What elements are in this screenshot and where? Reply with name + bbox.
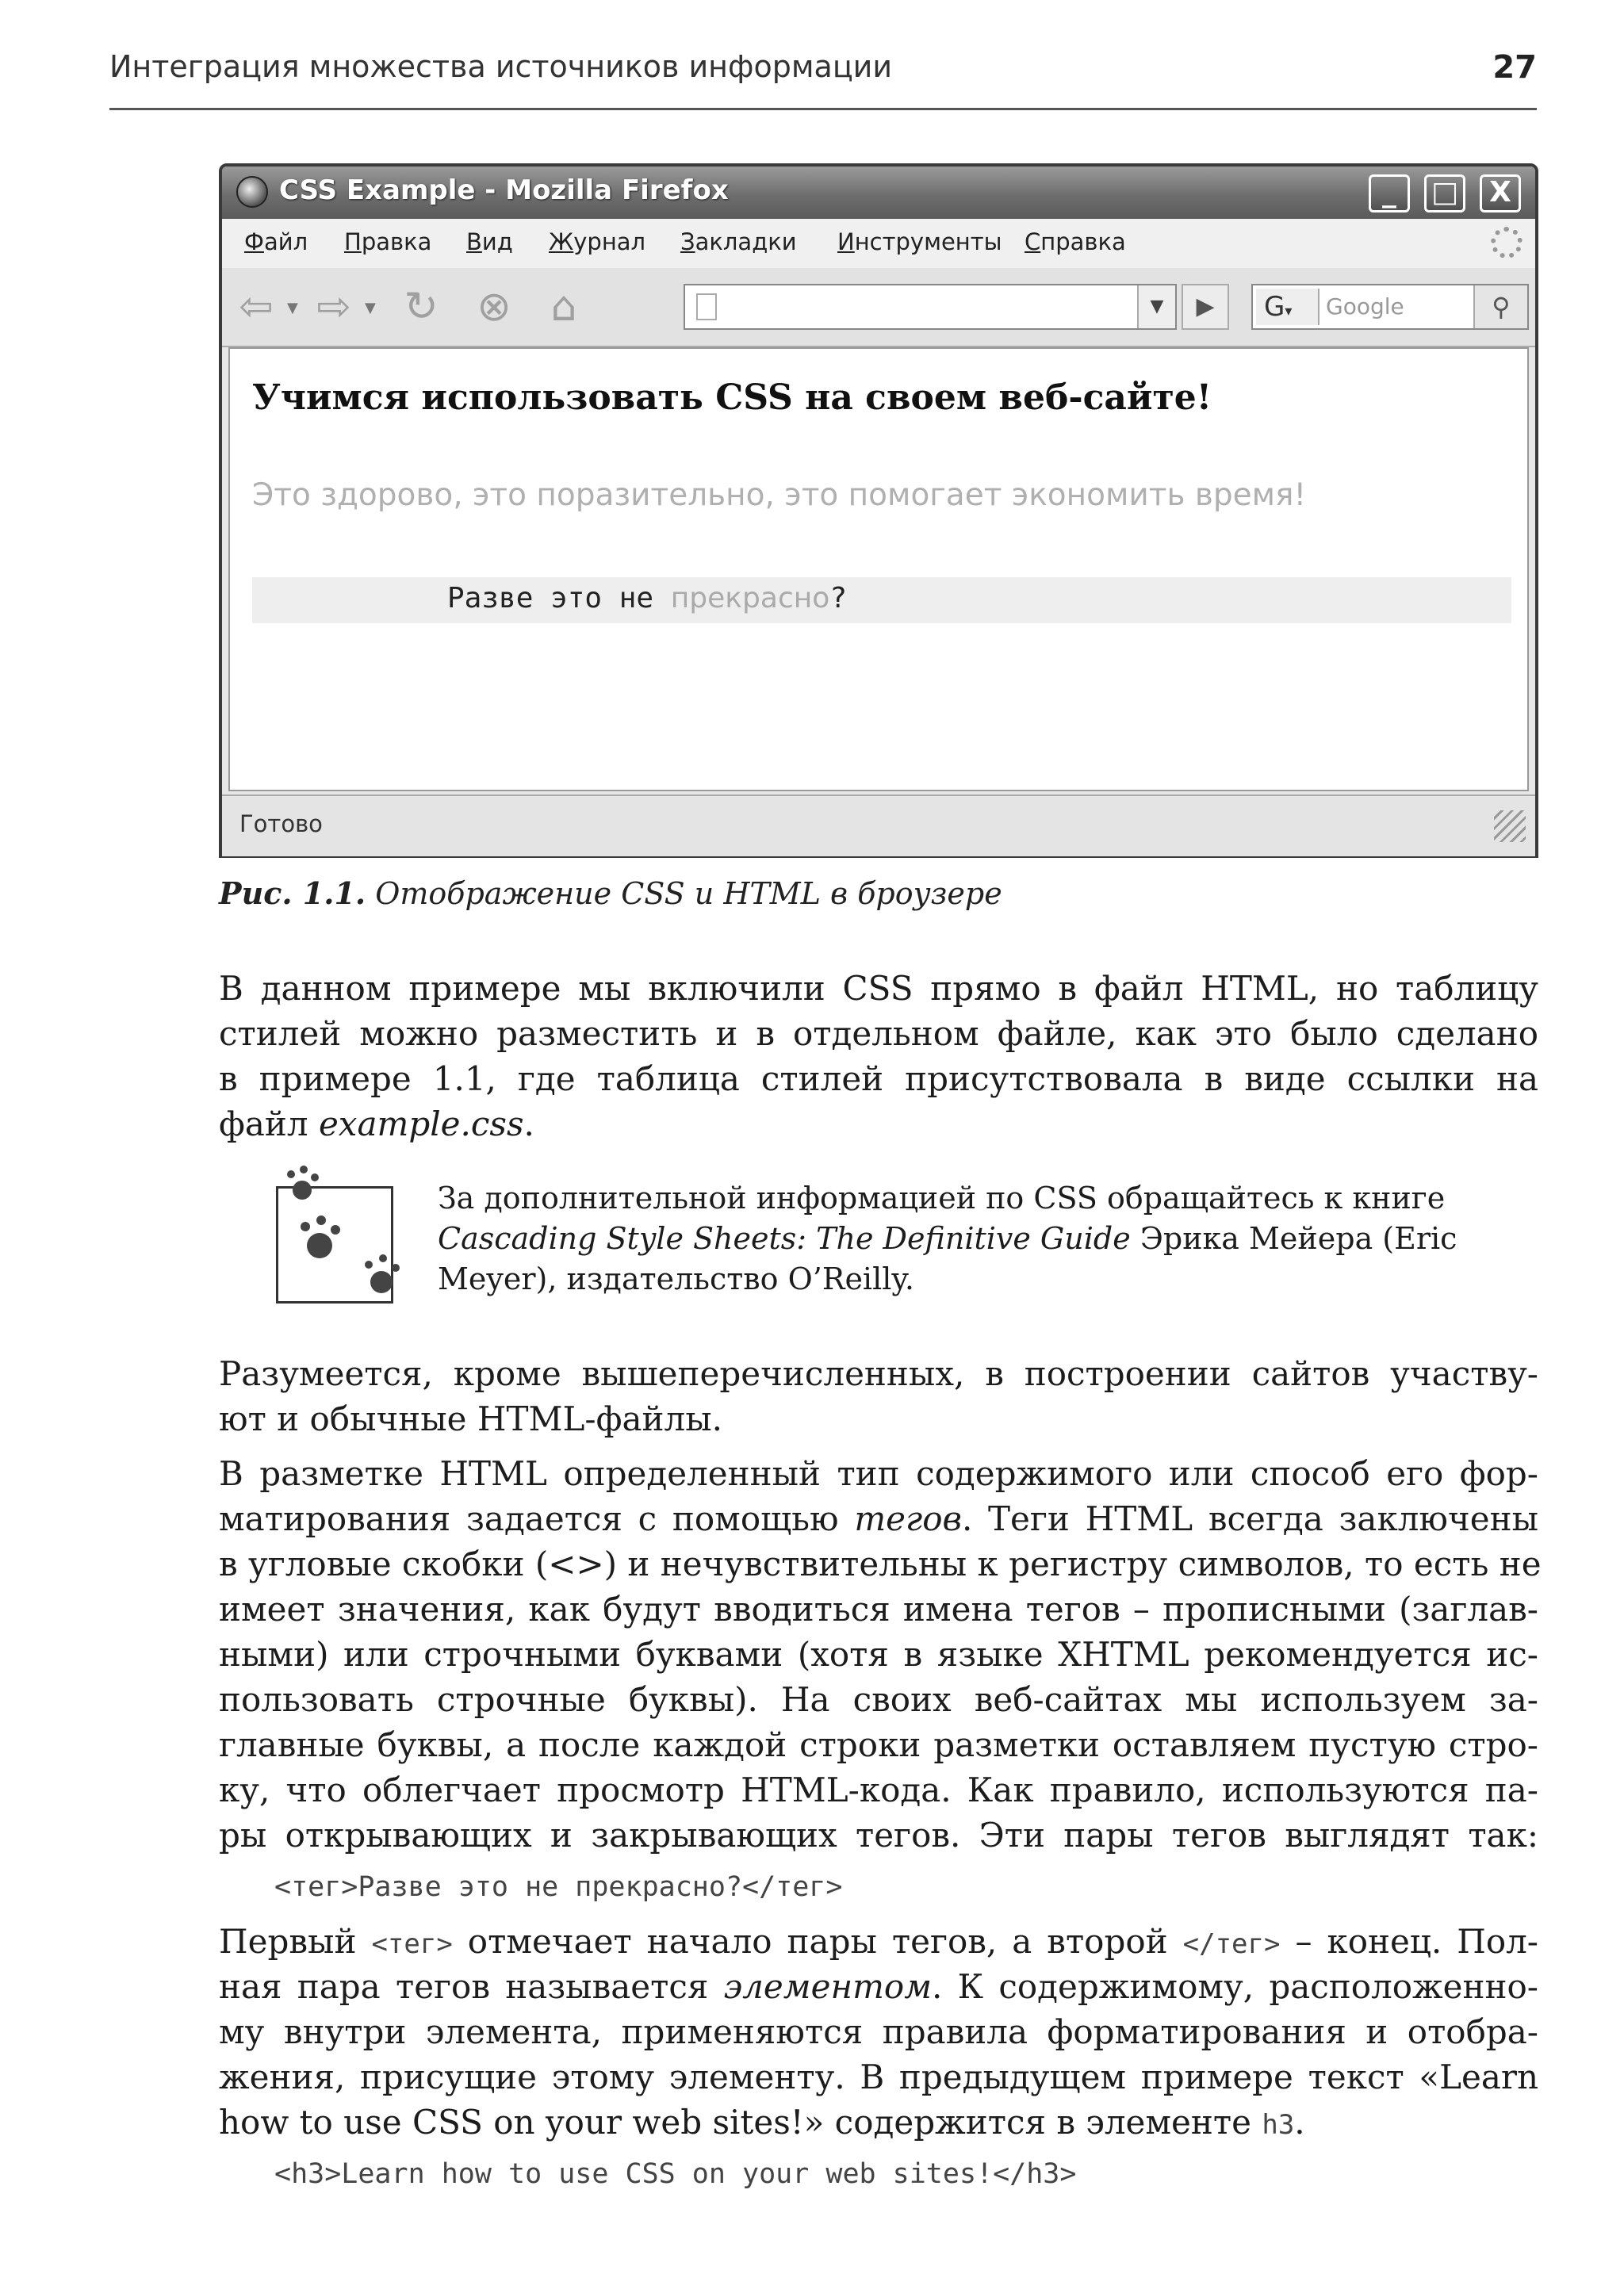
menu-help[interactable]: Справка	[1025, 228, 1126, 255]
home-icon[interactable]: ⌂	[550, 283, 577, 331]
page-icon	[696, 293, 717, 320]
search-magnifier-icon[interactable]: ⚲	[1473, 285, 1527, 328]
resize-grip-icon[interactable]	[1494, 810, 1526, 842]
back-arrow-icon[interactable]: ⇦	[239, 283, 274, 331]
go-button[interactable]: ▶	[1182, 284, 1229, 330]
paragraph-3	[219, 1451, 1542, 1858]
content-heading: Учимся использовать CSS на своем веб-сайте!	[252, 377, 1212, 418]
band-text: Разве это не прекрасно?	[447, 582, 848, 614]
text-line: ными) или строчными буквами (хотя в языке XHTML рекомендуется ис-	[219, 1635, 1538, 1674]
text-line: имеет значения, как будут вводиться имена тегов – прописными (заглав-	[219, 1590, 1538, 1629]
paragraph-2	[219, 1351, 1538, 1441]
minimize-button[interactable]: _	[1369, 174, 1410, 212]
note-line: За дополнительной информацией по CSS обращайтесь к книге	[438, 1181, 1446, 1215]
navigation-toolbar	[222, 268, 1535, 347]
text-line: в примере 1.1, где таблица стилей присутствовала в виде ссылки на	[219, 1059, 1538, 1098]
stop-icon[interactable]: ⊗	[477, 283, 511, 331]
paw-prints-icon	[262, 1157, 421, 1315]
text-line: ют и обычные HTML-файлы.	[219, 1399, 722, 1438]
forward-arrow-icon[interactable]: ⇨	[316, 283, 351, 331]
caption-label: Рис. 1.1.	[219, 875, 366, 911]
menu-history[interactable]: Журнал	[549, 228, 646, 255]
text-line: файл example.css.	[219, 1104, 534, 1143]
paragraph-1	[219, 966, 1538, 1147]
note-text	[438, 1178, 1540, 1300]
caption-text: Отображение CSS и HTML в броузере	[366, 876, 1002, 911]
browser-window-figure	[219, 163, 1538, 858]
text-line: жения, присущие этому элементу. В предыдущем примере текст «Learn	[219, 2058, 1538, 2096]
text-line: главные буквы, а после каждой строки разметки оставляем пустую стро-	[219, 1725, 1538, 1764]
forward-dropdown-icon[interactable]: ▼	[365, 300, 376, 316]
text-line: В данном примере мы включили CSS прямо в файл HTML, но таблицу	[219, 969, 1538, 1008]
text-line: Разумеется, кроме вышеперечисленных, в построении сайтов участву-	[219, 1354, 1538, 1393]
page-viewport	[228, 347, 1529, 791]
text-line: how to use CSS on your web sites!» содержится в элементе h3.	[219, 2103, 1305, 2142]
note-box-icon	[276, 1186, 393, 1304]
running-header	[109, 49, 1537, 94]
content-band	[252, 577, 1511, 623]
title-bar	[222, 167, 1535, 219]
content-paragraph: Это здорово, это поразительно, это помогает экономить время!	[252, 477, 1307, 513]
text-line: в угловые скобки (<>) и нечувствительны к регистру символов, то есть не	[219, 1545, 1542, 1583]
address-bar[interactable]	[684, 284, 1177, 330]
search-placeholder: Google	[1326, 293, 1404, 320]
code-sample-2: <h3>Learn how to use CSS on your web sites!</h3>	[274, 2158, 1077, 2190]
note-line: Cascading Style Sheets: The Definitive Guide Эрика Мейера (Eric	[438, 1221, 1457, 1256]
text-line: матирования задается с помощью тегов. Теги HTML всегда заключены	[219, 1499, 1538, 1538]
header-rule	[109, 108, 1537, 110]
address-dropdown-icon[interactable]: ▼	[1137, 285, 1175, 328]
menu-tools[interactable]: Инструменты	[837, 228, 1002, 255]
text-line: В разметке HTML определенный тип содержимого или способ его фор-	[219, 1454, 1538, 1493]
throbber-icon	[1491, 227, 1522, 258]
text-line: му внутри элемента, применяются правила форматирования и отобра-	[219, 2012, 1538, 2051]
maximize-button[interactable]: □	[1424, 174, 1465, 212]
figure-caption	[219, 875, 1002, 911]
back-dropdown-icon[interactable]: ▼	[287, 300, 298, 316]
menu-bookmarks[interactable]: Закладки	[680, 228, 797, 255]
search-box[interactable]	[1251, 284, 1529, 330]
window-title: CSS Example - Mozilla Firefox	[279, 174, 729, 206]
firefox-logo-icon	[236, 176, 268, 208]
menu-bar	[222, 219, 1535, 268]
band-highlight: прекрасно	[670, 582, 830, 614]
running-title: Интеграция множества источников информации	[109, 49, 893, 84]
note-line: Meyer), издательство O’Reilly.	[438, 1261, 914, 1296]
status-text: Готово	[239, 810, 323, 837]
paragraph-4	[219, 1919, 1538, 2145]
code-sample-1: <тег>Разве это не прекрасно?</тег>	[274, 1871, 843, 1903]
menu-file[interactable]: Файл	[244, 228, 308, 255]
text-line: ная пара тегов называется элементом. К содержимому, расположенно-	[219, 1967, 1538, 2006]
menu-view[interactable]: Вид	[466, 228, 513, 255]
text-line: пользовать строчные буквы). На своих веб-сайтах мы используем за-	[219, 1680, 1538, 1719]
text-line: Первый <тег> отмечает начало пары тегов, а второй </тег> – конец. Пол-	[219, 1922, 1538, 1961]
text-line: стилей можно разместить и в отдельном файле, как это было сделано	[219, 1014, 1538, 1053]
menu-edit[interactable]: Правка	[344, 228, 432, 255]
page-number: 27	[1492, 49, 1537, 86]
search-engine-label: G	[1264, 291, 1285, 323]
search-engine-button[interactable]: G▾	[1256, 289, 1320, 325]
reload-icon[interactable]: ↻	[404, 283, 439, 331]
text-line: ку, что облегчает просмотр HTML-кода. Как правило, используются па-	[219, 1771, 1538, 1809]
text-line: ры открывающих и закрывающих тегов. Эти пары тегов выглядят так:	[219, 1816, 1538, 1855]
status-bar	[222, 794, 1535, 856]
close-button[interactable]: X	[1480, 174, 1521, 212]
